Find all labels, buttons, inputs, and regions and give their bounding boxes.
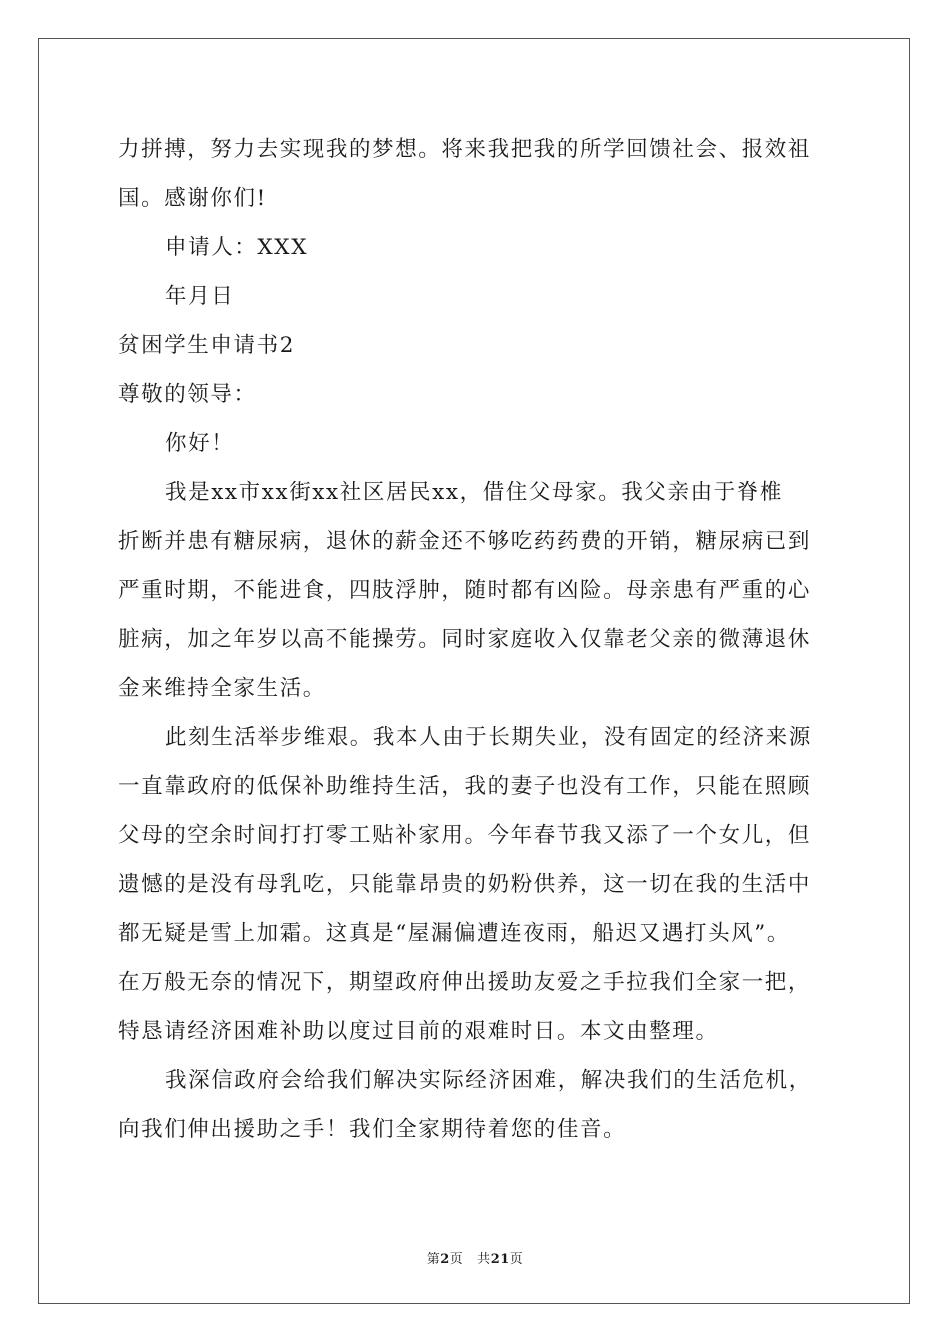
- page-prefix: 第: [426, 1252, 441, 1267]
- page-number: 2: [440, 1252, 450, 1267]
- total-prefix: 共: [477, 1252, 491, 1267]
- section-title: 贫困学生申请书2: [118, 333, 295, 358]
- paragraph-line: 特恳请经济困难补助以度过目前的艰难时日。本文由整理。: [118, 1019, 719, 1044]
- paragraph-line: 在万般无奈的情况下，期望政府伸出援助友爱之手拉我们全家一把，: [118, 970, 812, 995]
- paragraph-line: 父母的空余时间打打零工贴补家用。今年春节我又添了一个女儿，但: [118, 823, 812, 848]
- paragraph-line: 此刻生活举步维艰。我本人由于长期失业，没有固定的经济来源: [165, 725, 812, 750]
- paragraph-line: 一直靠政府的低保补助维持生活，我的妻子也没有工作，只能在照顾: [118, 774, 812, 799]
- paragraph-line: 国。感谢你们!: [118, 186, 267, 211]
- page-footer: [0, 1248, 950, 1267]
- paragraph-line: 严重时期，不能进食，四肢浮肿，随时都有凶险。母亲患有严重的心: [118, 578, 812, 603]
- paragraph-line: 向我们伸出援助之手！我们全家期待着您的佳音。: [118, 1117, 627, 1142]
- paragraph-line: 折断并患有糖尿病，退休的薪金还不够吃药药费的开销，糖尿病已到: [118, 529, 812, 554]
- greeting: 你好！: [165, 431, 235, 456]
- page-suffix: 页: [449, 1252, 464, 1267]
- paragraph-line: 都无疑是雪上加霜。这真是“屋漏偏遭连夜雨，船迟又遇打头风”。: [118, 921, 790, 946]
- date-line: 年月日: [165, 284, 235, 309]
- paragraph-line: 力拼搏，努力去实现我的梦想。将来我把我的所学回馈社会、报效祖: [118, 137, 812, 162]
- paragraph-line: 我深信政府会给我们解决实际经济困难，解决我们的生活危机，: [165, 1068, 812, 1093]
- applicant-signature: 申请人：XXX: [165, 235, 309, 260]
- paragraph-line: 遗憾的是没有母乳吃，只能靠昂贵的奶粉供养，这一切在我的生活中: [118, 872, 812, 897]
- paragraph-line: 金来维持全家生活。: [118, 676, 326, 701]
- page-total: 21: [490, 1252, 510, 1267]
- salutation: 尊敬的领导：: [118, 382, 257, 407]
- total-suffix: 页: [509, 1252, 524, 1267]
- paragraph-line: 我是xx市xx街xx社区居民xx，借住父母家。我父亲由于脊椎: [165, 480, 784, 505]
- paragraph-line: 脏病，加之年岁以高不能操劳。同时家庭收入仅靠老父亲的微薄退休: [118, 627, 812, 652]
